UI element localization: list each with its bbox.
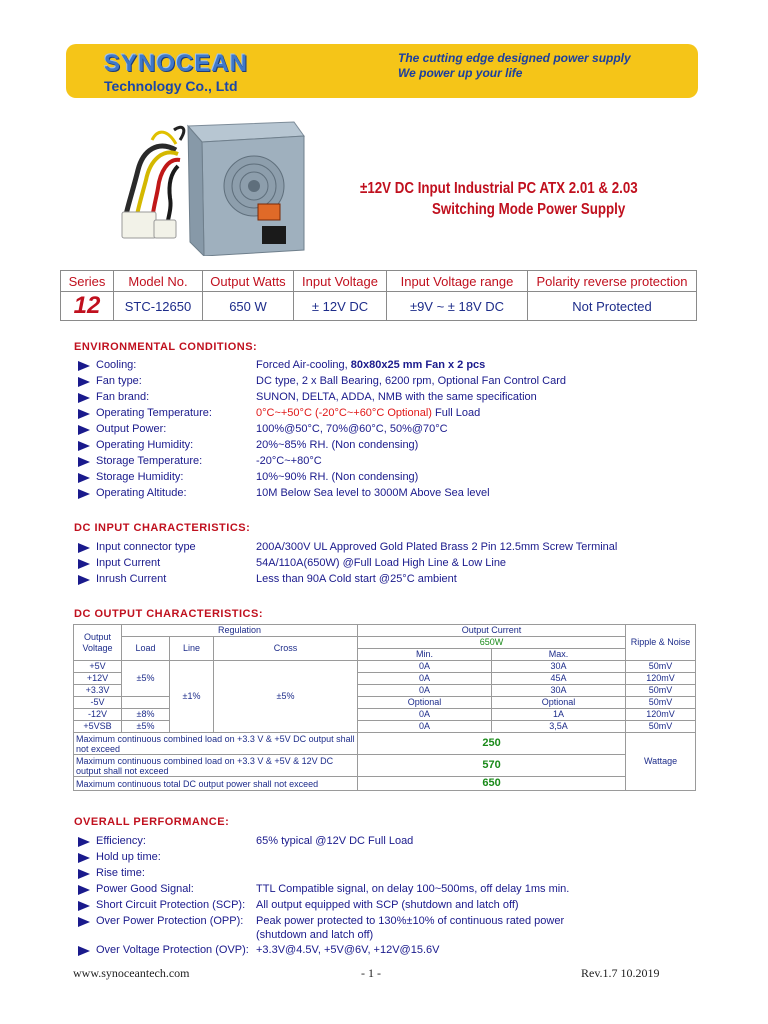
spec-label: Storage Humidity: <box>96 471 184 483</box>
spec-label: Storage Temperature: <box>96 455 203 467</box>
cell-max: 1A <box>492 709 626 721</box>
header-input-voltage: Input Voltage <box>294 271 387 292</box>
psu-case <box>188 122 304 256</box>
spec-value <box>256 407 480 419</box>
cell-max-combined-1: Maximum continuous combined load on +3.3 V & +5V DC output shall not exceed <box>74 733 358 755</box>
th-regulation: Regulation <box>122 625 358 637</box>
product-title-line-1: ±12V DC Input Industrial PC ATX 2.01 & 2.03 <box>360 180 638 197</box>
spec-value: 65% typical @12V DC Full Load <box>256 835 414 847</box>
spec-value: 54A/110A(650W) @Full Load High Line & Low Line <box>256 557 507 569</box>
th-line: Line <box>170 637 214 661</box>
watts-value: 650 W <box>203 292 294 321</box>
dc-output-table <box>73 624 696 791</box>
table-row <box>74 709 696 721</box>
cell-min: 0A <box>358 721 492 733</box>
spec-label: Operating Temperature: <box>96 407 212 419</box>
footer-website: www.synoceantech.com <box>73 966 190 980</box>
table-row <box>74 721 696 733</box>
header-voltage-range: Input Voltage range <box>387 271 528 292</box>
spec-value-text: Forced Air-cooling, <box>256 359 351 371</box>
arrow-icon <box>78 853 90 863</box>
arrow-icon <box>78 393 90 403</box>
th-output-current: Output Current <box>358 625 626 637</box>
spec-label: Cooling: <box>96 359 137 371</box>
cell-wattage: Wattage <box>626 733 696 791</box>
slogan-line-1: The cutting edge designed power supply <box>398 51 631 65</box>
section-dc-output: DC OUTPUT CHARACTERISTICS: <box>74 608 263 620</box>
spec-value: Peak power protected to 130%±10% of continuous rated power <box>256 915 565 927</box>
input-voltage-value: ± 12V DC <box>294 292 387 321</box>
arrow-icon <box>78 457 90 467</box>
cell-voltage: +5V <box>74 661 122 673</box>
cell-min: 0A <box>358 673 492 685</box>
cell-max-total: Maximum continuous total DC output power shall not exceed <box>74 777 358 791</box>
footer-page-number: - 1 - <box>361 966 381 980</box>
arrow-icon <box>78 441 90 451</box>
arrow-icon <box>78 901 90 911</box>
cell-line: ±1% <box>170 661 214 733</box>
th-650w: 650W <box>358 637 626 649</box>
table-row <box>74 697 696 709</box>
spec-value: (shutdown and latch off) <box>256 929 374 941</box>
cell-load: ±8% <box>122 709 170 721</box>
table-row <box>74 755 696 777</box>
cell-max: 30A <box>492 685 626 697</box>
cell-max-total-value: 650 <box>358 777 626 791</box>
footer-revision: Rev.1.7 10.2019 <box>581 966 660 980</box>
th-load: Load <box>122 637 170 661</box>
cell-max-combined-1-value: 250 <box>358 733 626 755</box>
section-dc-input: DC INPUT CHARACTERISTICS: <box>74 522 251 534</box>
cell-ripple: 50mV <box>626 661 696 673</box>
spec-value: -20°C~+80°C <box>256 455 322 467</box>
header-watts: Output Watts <box>203 271 294 292</box>
spec-value-text: Full Load <box>431 407 481 419</box>
spec-label: Fan brand: <box>96 391 150 403</box>
arrow-icon <box>78 409 90 419</box>
spec-value: SUNON, DELTA, ADDA, NMB with the same specification <box>256 391 537 403</box>
spec-label: Over Power Protection (OPP): <box>96 915 244 927</box>
table-row <box>74 661 696 673</box>
arrow-icon <box>78 377 90 387</box>
spec-value: +3.3V@4.5V, +5V@6V, +12V@15.6V <box>256 944 440 956</box>
spec-value: 20%~85% RH. (Non condensing) <box>256 439 419 451</box>
arrow-icon <box>78 543 90 553</box>
spec-value: 100%@50°C, 70%@60°C, 50%@70°C <box>256 423 448 435</box>
arrow-icon <box>78 425 90 435</box>
spec-label: Rise time: <box>96 867 145 879</box>
spec-value-bold: 80x80x25 mm Fan x 2 pcs <box>350 359 486 371</box>
arrow-icon <box>78 917 90 927</box>
slogan-line-2: We power up your life <box>398 66 523 80</box>
company-name: Technology Co., Ltd <box>104 78 238 94</box>
spec-label: Over Voltage Protection (OVP): <box>96 944 249 956</box>
spec-label: Input connector type <box>96 541 196 553</box>
cell-max: Optional <box>492 697 626 709</box>
table-row <box>74 733 696 755</box>
arrow-icon <box>78 361 90 371</box>
header-polarity: Polarity reverse protection <box>528 271 697 292</box>
cell-ripple: 120mV <box>626 709 696 721</box>
model-value: STC-12650 <box>114 292 203 321</box>
arrow-icon <box>78 837 90 847</box>
th-output-voltage: Output Voltage <box>74 625 122 661</box>
cell-max-combined-2: Maximum continuous combined load on +3.3 V & +5V & 12V DC output shall not exceed <box>74 755 358 777</box>
spec-label: Fan type: <box>96 375 142 387</box>
atx-connector <box>122 212 156 238</box>
cell-voltage: +12V <box>74 673 122 685</box>
spec-value: TTL Compatible signal, on delay 100~500ms, off delay 1ms min. <box>256 883 570 895</box>
table-row <box>74 777 696 791</box>
header-model: Model No. <box>114 271 203 292</box>
th-max: Max. <box>492 649 626 661</box>
series-value: 12 <box>61 292 114 321</box>
spec-label: Input Current <box>96 557 161 569</box>
th-min: Min. <box>358 649 492 661</box>
spec-label: Operating Humidity: <box>96 439 194 451</box>
arrow-icon <box>78 559 90 569</box>
cell-max-combined-2-value: 570 <box>358 755 626 777</box>
spec-value: All output equipped with SCP (shutdown and latch off) <box>256 899 519 911</box>
spec-label: Output Power: <box>96 423 167 435</box>
spec-value: 200A/300V UL Approved Gold Plated Brass 2 Pin 12.5mm Screw Terminal <box>256 541 618 553</box>
th-ripple-noise: Ripple & Noise <box>626 625 696 661</box>
spec-value: DC type, 2 x Ball Bearing, 6200 rpm, Optional Fan Control Card <box>256 375 566 387</box>
cell-load: ±5% <box>122 661 170 697</box>
spec-label: Inrush Current <box>96 573 167 585</box>
arrow-icon <box>78 885 90 895</box>
brand-logo: SYNOCEAN <box>104 50 249 77</box>
spec-value: 10%~90% RH. (Non condensing) <box>256 471 419 483</box>
cell-voltage: +5VSB <box>74 721 122 733</box>
spec-value: Less than 90A Cold start @25°C ambient <box>256 573 457 585</box>
spec-value-red: 0°C~+50°C (-20°C~+60°C Optional) <box>256 407 432 419</box>
cell-ripple: 50mV <box>626 685 696 697</box>
series-table <box>60 270 697 321</box>
spec-label: Power Good Signal: <box>96 883 194 895</box>
cell-ripple: 120mV <box>626 673 696 685</box>
arrow-icon <box>78 946 90 956</box>
arrow-icon <box>78 489 90 499</box>
spec-value <box>256 359 485 371</box>
section-performance: OVERALL PERFORMANCE: <box>74 816 230 828</box>
arrow-icon <box>78 869 90 879</box>
switch-icon <box>258 204 280 220</box>
cell-min: 0A <box>358 685 492 697</box>
cell-voltage: -12V <box>74 709 122 721</box>
cell-max: 45A <box>492 673 626 685</box>
cell-min: Optional <box>358 697 492 709</box>
arrow-icon <box>78 575 90 585</box>
power-supply-image <box>118 120 308 256</box>
cell-load-empty <box>122 697 170 709</box>
voltage-range-value: ±9V ~ ± 18V DC <box>387 292 528 321</box>
cell-ripple: 50mV <box>626 697 696 709</box>
spec-label: Efficiency: <box>96 835 146 847</box>
cell-max: 3,5A <box>492 721 626 733</box>
spec-label: Short Circuit Protection (SCP): <box>96 899 246 911</box>
cell-voltage: -5V <box>74 697 122 709</box>
product-title-line-2: Switching Mode Power Supply <box>432 201 626 218</box>
arrow-icon <box>78 473 90 483</box>
cell-min: 0A <box>358 661 492 673</box>
spec-label: Hold up time: <box>96 851 161 863</box>
cell-max: 30A <box>492 661 626 673</box>
th-cross: Cross <box>214 637 358 661</box>
cell-min: 0A <box>358 709 492 721</box>
cell-ripple: 50mV <box>626 721 696 733</box>
polarity-value: Not Protected <box>528 292 697 321</box>
header-series: Series <box>61 271 114 292</box>
spec-value: 10M Below Sea level to 3000M Above Sea level <box>256 487 490 499</box>
cell-load: ±5% <box>122 721 170 733</box>
spec-label: Operating Altitude: <box>96 487 187 499</box>
section-environmental: ENVIRONMENTAL CONDITIONS: <box>74 341 258 353</box>
cell-voltage: +3.3V <box>74 685 122 697</box>
cell-cross: ±5% <box>214 661 358 733</box>
